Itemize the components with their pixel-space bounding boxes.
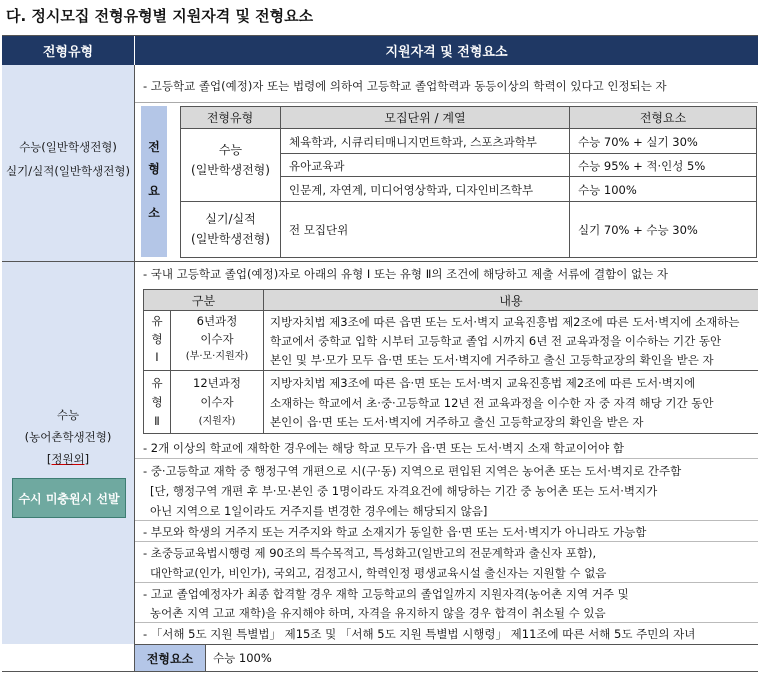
s1-line [180,128,757,129]
s1-unit-3: 인문계, 자연계, 미디어영상학과, 디자인비즈학부 [289,183,534,197]
side-label-char: 형 [148,162,160,176]
section1-qual-divider [135,102,758,103]
header-type: 전형유형 [2,36,134,65]
s2-type2-label [144,374,170,431]
table-bottom-border [2,671,758,672]
s2-type1-title2: 이수자 [200,332,234,346]
s2-note-1: - 2개 이상의 학교에 재학한 경우에는 해당 학교 모두가 읍·면 또는 도서·벽지 소재 학교이어야 함 [143,441,624,455]
s2-type2-line3: 본인이 읍·면 또는 도서·벽지에 거주하고 출신 고등학교장의 확인을 받은 자 [270,415,644,429]
s2-type1-line2: 학교에서 중학교 입학 시부터 고등학교 졸업 시까지 6년 전 교육과정을 이수하는 기간 동안 [270,334,722,348]
s2-note-8: - 고교 졸업예정자가 최종 합격할 경우 재학 고등학교의 졸업일까지 지원자격(농어촌 지역 거주 및 [143,587,629,601]
s2-type2-line1: 지방자치법 제3조에 따른 읍·면 또는 도서·벽지 교육진흥법 제2조에 따른 도서·벽지에 [270,376,696,390]
s1-element-2: 수능 95% + 적·인성 5% [578,159,706,173]
s2-type1-line1: 지방자치법 제3조에 따른 읍면 또는 도서·벽지 교육진흥법 제2조에 따른 도서·벽지에 소재하는 [270,315,740,329]
s1-unit-4: 전 모집단위 [289,223,349,237]
s1-vline [569,106,570,258]
section1-side-label [141,106,167,257]
footer-vline [205,645,206,671]
s2-type1-char: Ⅰ [155,350,159,364]
s1-type-practical-l2: (일반학생전형) [191,232,270,246]
footer-divider [135,644,758,645]
s2-note-divider [135,458,758,459]
s1-element-1: 수능 70% + 실기 30% [578,135,698,149]
s1-element-4: 실기 70% + 수능 30% [578,223,698,237]
section1-type-line1: 수능(일반학생전형) [19,140,117,154]
s2-type2-sub: (지원자) [198,416,236,427]
s1-vline [756,106,757,258]
s1-vline [280,106,281,258]
s2-note-9: 농어촌 지역 고교 재학)을 유지해야 하며, 자격을 유지하지 않을 경우 합격이 취소될 수 있음 [150,606,606,620]
header-qualification: 지원자격 및 전형요소 [135,36,758,65]
s1-unit-1: 체육학과, 시큐리티매니지먼트학과, 스포츠과학부 [289,135,537,149]
s2-line [143,310,758,311]
footer-label: 전형요소 [135,645,205,671]
s1-type-suneung [181,140,280,180]
section2-left-cell [2,262,134,644]
s1-line [180,201,757,202]
s1-line [281,176,757,177]
s2-type2-line2: 소재하는 학교에서 초·중·고등학교 12년 전 교육과정을 이수한 자 중 자격 해당 기간 동안 [270,396,714,410]
s2-note-divider [135,520,758,521]
s2-note-10: - 「서해 5도 지원 특별법」 제15조 및 「서해 5도 지원 특별법 시행령」 제11조에 따른 서해 5도 주민의 자녀 [143,627,696,641]
s2-col-head-content: 내용 [264,290,758,310]
s1-col-head-unit: 모집단위 / 계열 [281,107,569,128]
section2-intro: - 국내 고등학교 졸업(예정)자로 아래의 유형 Ⅰ 또는 유형 Ⅱ의 조건에 해당하고 제출 서류에 결함이 없는 자 [143,267,669,281]
s2-type1-sub: (부·모·지원자) [185,351,249,362]
s2-type1-title [171,312,263,366]
page-title: 다. 정시모집 전형유형별 지원자격 및 전형요소 [6,7,314,25]
s1-element-3: 수능 100% [578,183,637,197]
s2-line [143,433,758,434]
s1-line [180,106,757,107]
s2-note-2: - 중·고등학교 재학 중 행정구역 개편으로 시(구·동) 지역으로 편입된 지역은 농어촌 또는 도서·벽지로 간주함 [143,464,682,478]
s2-type2-char: 형 [151,395,163,409]
s2-line [143,289,758,290]
s2-note-divider [135,541,758,542]
section2-type-line1: 수능 [56,408,80,422]
section2-type-line2: (농어촌학생전형) [24,430,112,444]
section1-qualification: - 고등학교 졸업(예정)자 또는 법령에 의하여 고등학교 졸업학력과 동등이상의 학력이 있다고 인정되는 자 [143,79,667,93]
s2-note-divider [135,582,758,583]
s1-line [180,257,757,258]
s2-type2-title [171,374,263,431]
section2-type-line3: [정원외] [46,452,90,466]
s1-unit-2: 유아교육과 [289,159,345,173]
s2-note-divider [135,622,758,623]
s1-col-head-type: 전형유형 [180,107,280,128]
s2-note-4: 아닌 지역으로 1일이라도 거주지를 변경한 경우에는 해당되지 않음] [150,504,488,518]
supplementary-selection-badge: 수시 미충원시 선발 [12,478,126,518]
s2-type1-char: 형 [151,332,163,346]
s2-type2-char: 유 [151,376,163,390]
s1-type-practical-l1: 실기/실적 [205,212,256,226]
s2-type2-char: Ⅱ [154,414,160,428]
s2-col-head-category: 구분 [144,290,263,310]
s2-note-6: - 초중등교육법시행령 제 90조의 특수목적고, 특성화고(일반고의 전문계학과 출신자 포함), [143,546,597,560]
s2-type1-title1: 6년과정 [196,314,238,328]
section-divider [2,261,758,262]
s1-type-suneung-l1: 수능 [218,143,243,157]
s1-line [281,153,757,154]
section1-left-cell [2,65,134,261]
s2-type2-title2: 이수자 [200,395,234,409]
column-divider [134,65,135,672]
s2-type1-line3: 본인 및 부·모가 모두 읍·면 또는 도서·벽지에 거주하고 출신 고등학교장의 확인을 받은 자 [270,353,714,367]
s1-col-head-element: 전형요소 [570,107,756,128]
s1-type-practical [181,209,280,249]
s2-type1-char: 유 [151,314,163,328]
s2-type1-label [144,312,170,366]
s1-type-suneung-l2: (일반학생전형) [191,163,270,177]
s2-note-7: 대안학교(인가, 비인가), 국외고, 검정고시, 학력인정 평생교육시설 출신자는 지원할 수 없음 [150,566,607,580]
footer-value: 수능 100% [213,651,272,665]
side-label-char: 전 [148,140,160,154]
s2-type2-title1: 12년과정 [193,376,241,390]
s2-note-3: [단, 행정구역 개편 후 부·모·본인 중 1명이라도 자격요건에 해당하는 기간 중 농어촌 또는 도서·벽지가 [150,484,658,498]
section1-type-line2: 실기/실적(일반학생전형) [6,164,130,178]
side-label-char: 요 [148,184,160,198]
side-label-char: 소 [148,206,160,220]
s2-vline [263,289,264,434]
s2-note-5: - 부모와 학생의 거주지 또는 거주지와 학교 소재지가 동일한 읍·면 또는 도서·벽지가 아니라도 가능함 [143,525,647,539]
s2-line [143,370,758,371]
